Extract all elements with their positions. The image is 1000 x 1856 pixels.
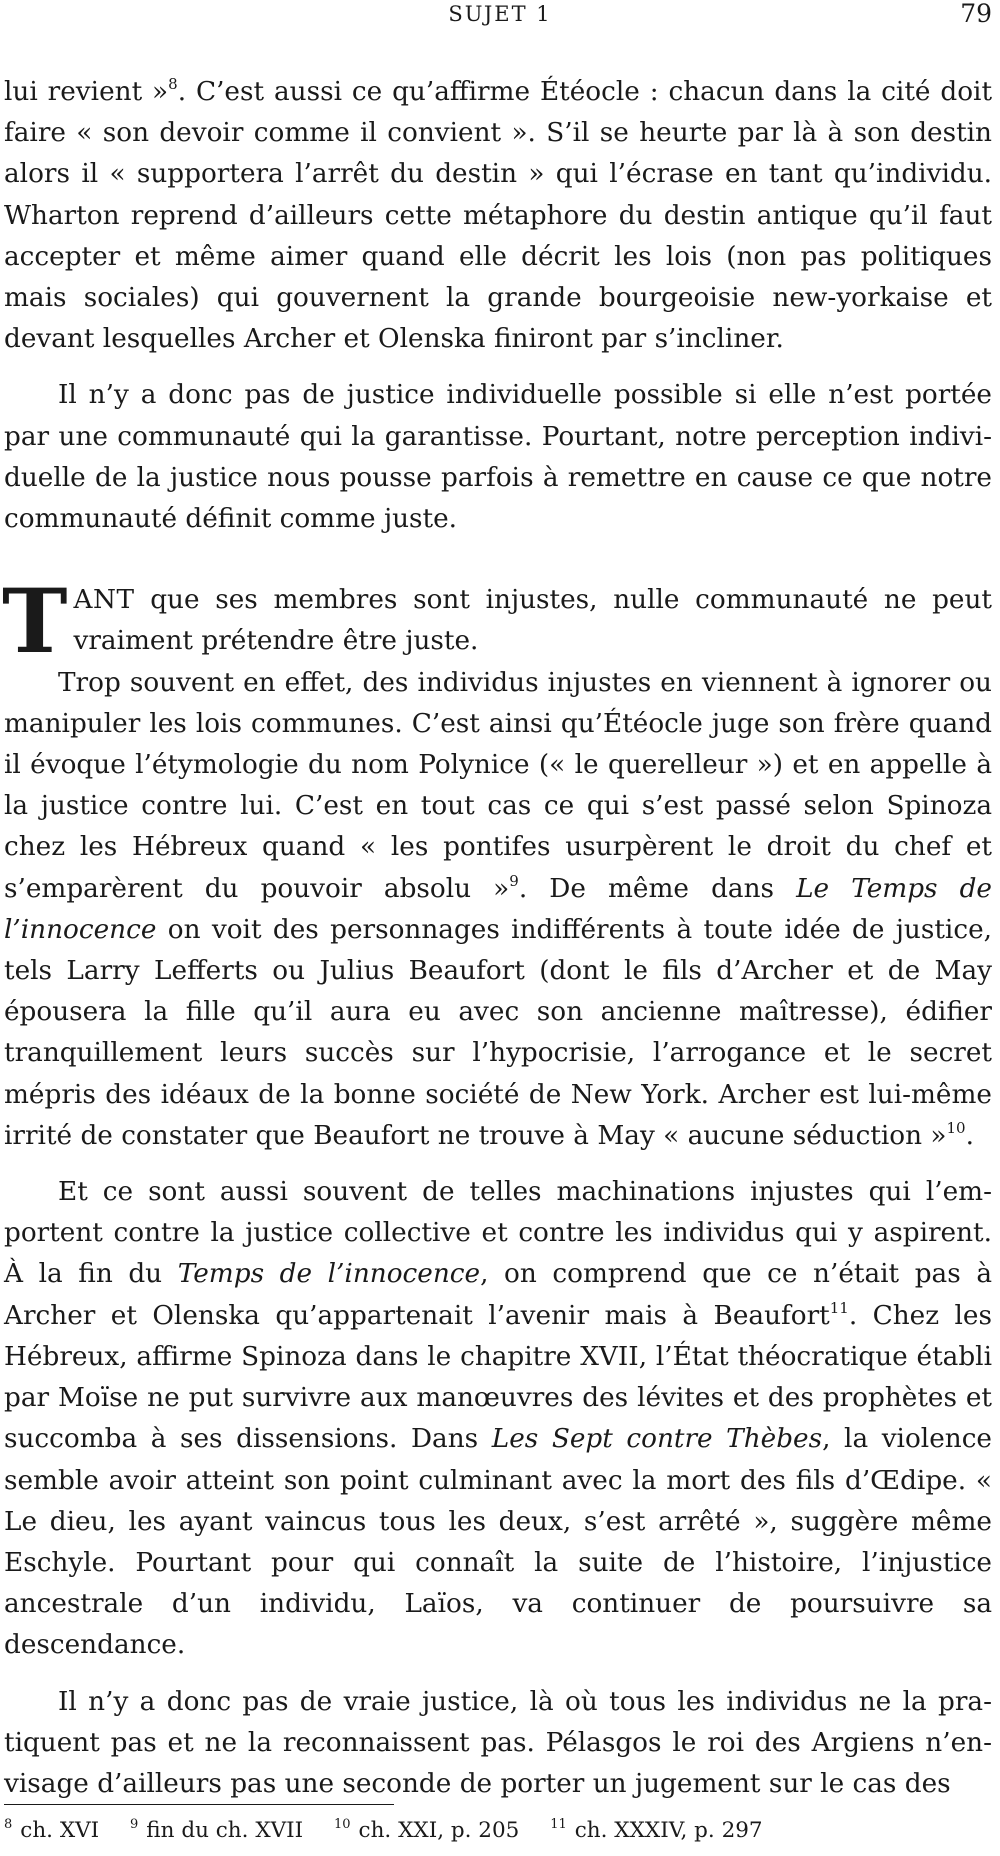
footnote-ref-10[interactable]: 10 <box>946 1118 966 1137</box>
footnote-text: ch. XXXIV, p. 297 <box>574 1818 763 1843</box>
paragraph-5-text-c: . Chez les Hébreux, affirme Spinoza dans le chapitre XVII, l’État théocratique établi par Moïse ne put survivre aux manœuvres des lévites et des prophètes et succomba à ses dissensions. Dans <box>4 1300 992 1455</box>
footnote-text: fin du ch. XVII <box>146 1818 304 1843</box>
footnotes <box>4 1816 994 1848</box>
paragraph-1-text-b: . C’est aussi ce qu’affirme Étéocle : chacun dans la cité doit faire « son devoir comme il convient ». S’il se heurte par là à son destin alors il « supportera l’arrêt du destin » qui l’écrase en tant qu’individu. Wharton reprend d’ailleurs cette métaphore du destin antique qu’il faut accepter et même aimer quand elle décrit les lois (non pas politiques mais sociales) qui gouvernent la grande bourgeoisie new-yorkaise et devant lesquelles Archer et Olenska finiront par s’incliner. <box>4 77 993 355</box>
body-text <box>4 72 992 1805</box>
paragraph-4 <box>4 663 992 1157</box>
running-head <box>0 0 1000 28</box>
paragraph-4-text-a: Trop souvent en effet, des individus injustes en viennent à ignorer ou manipuler les lois communes. C’est ainsi qu’Étéocle juge son frère quand il évoque l’étymologie du nom Polynice (« le querelleur ») et en appelle à la justice contre lui. C’est en tout cas ce qui s’est passé selon Spinoza chez les Hébreux quand « les pontifes usurpèrent le droit du chef et s’emparèrent du pouvoir absolu » <box>4 667 992 904</box>
footnote-9 <box>130 1816 303 1846</box>
paragraph-4-text-b: . De même dans <box>518 873 797 904</box>
footnote-divider <box>4 1804 394 1805</box>
footnote-10 <box>334 1816 519 1846</box>
footnote-number: 8 <box>4 1817 13 1832</box>
footnote-number: 11 <box>550 1817 567 1832</box>
paragraph-4-text-d: . <box>965 1120 974 1151</box>
footnote-text: ch. XVI <box>20 1818 100 1843</box>
footnote-11 <box>550 1816 762 1846</box>
book-title-italic: Les Sept contre Thèbes <box>491 1424 823 1455</box>
paragraph-1-text-a: lui revient » <box>4 77 169 107</box>
paragraph-4-text-c: on voit des personnages indifférents à toute idée de justice, tels Larry Lefferts ou Julius Beaufort (dont le fils d’Archer et de May épousera la fille qu’il aura eu avec son ancienne maîtresse), édifier tranquillement leurs succès sur l’hypocrisie, l’arrogance et le secret mépris des idéaux de la bonne société de New York. Archer est lui-même irrité de constater que Beaufort ne trouve à May « aucune séduction » <box>4 914 992 1151</box>
paragraph-5-text-b: , on comprend que ce n’était pas à Archer et Olenska qu’appartenait l’avenir mais à Beaufort <box>4 1259 993 1331</box>
paragraph-5-text-d: , la violence semble avoir atteint son point culminant avec la mort des fils d’Œdipe. « Le dieu, les ayant vaincus tous les deux, s’est arrêté », suggère même Eschyle. Pourtant pour qui connaît la suite de l’histoire, l’injustice ancestrale d’un individu, Laïos, va continuer de poursuivre sa descendance. <box>4 1424 992 1661</box>
footnote-number: 9 <box>130 1817 139 1832</box>
paragraph-6: Il n’y a donc pas de vraie justice, là où tous les individus ne la pratiquent pas et ne la reconnaissent pas. Pélasgos le roi des Argiens n’envisage d’ailleurs pas une seconde de porter un jugement sur le cas des <box>4 1686 992 1799</box>
section-opening-paragraph <box>2 569 992 674</box>
paragraph-1 <box>4 72 992 360</box>
section-opening-text: que ses membres sont injustes, nulle communauté ne peut vraiment prétendre être juste. <box>73 585 992 657</box>
drop-cap: T <box>2 569 68 674</box>
page-number: 79 <box>960 0 992 28</box>
footnote-number: 10 <box>333 1817 351 1832</box>
footnote-ref-11[interactable]: 11 <box>829 1298 849 1317</box>
small-caps-lead: ANT <box>73 585 135 616</box>
paragraph-5 <box>4 1172 992 1666</box>
footnote-ref-9[interactable]: 9 <box>509 871 519 890</box>
paragraph-2: Il n’y a donc pas de justice individuelle possible si elle n’est portée par une communauté qui la garantisse. Pourtant, notre perception individuelle de la justice nous pousse parfois à remettre en cause ce que notre communauté définit comme juste. <box>4 380 992 535</box>
book-title-italic: Le Temps de l’innocence <box>4 873 992 945</box>
footnote-ref-8[interactable]: 8 <box>168 75 178 93</box>
footnote-8 <box>4 1816 99 1846</box>
paragraph-5-text-a: Et ce sont aussi souvent de telles machinations injustes qui l’emportent contre la justice collective et contre les individus qui y aspirent. À la fin du <box>4 1177 992 1290</box>
book-title-italic: Temps de l’innocence <box>177 1259 481 1290</box>
footnote-text: ch. XXI, p. 205 <box>358 1818 520 1843</box>
running-title: SUJET 1 <box>448 2 552 26</box>
